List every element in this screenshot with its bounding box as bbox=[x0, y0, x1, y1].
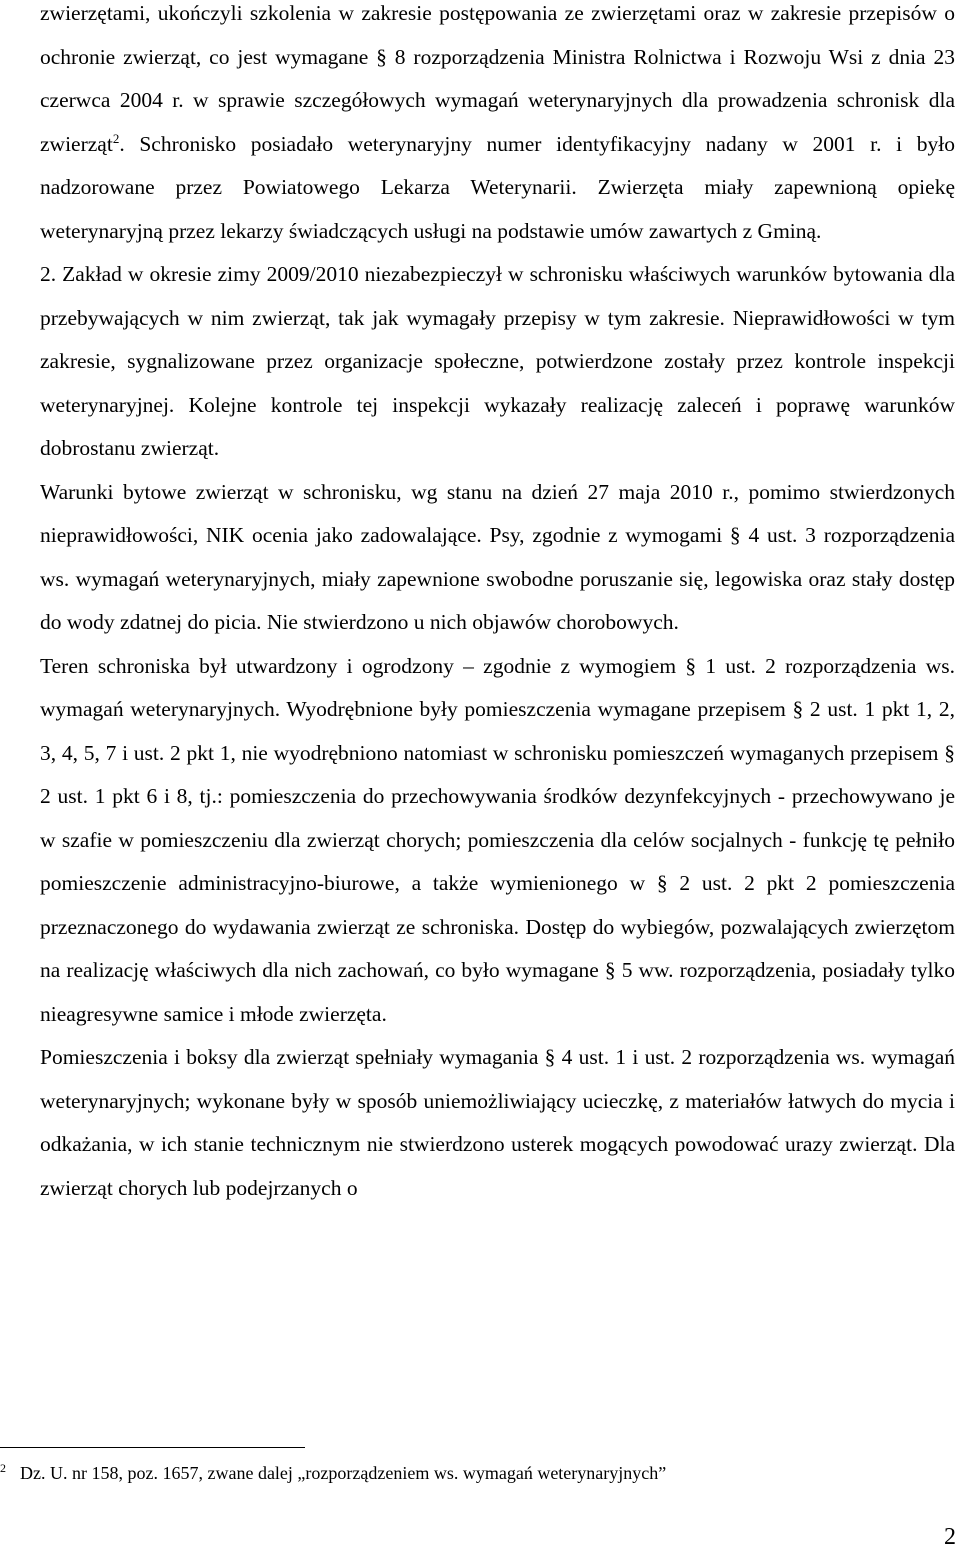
paragraph-1 bbox=[40, 0, 955, 253]
paragraph-4: Teren schroniska był utwardzony i ogrodzony – zgodnie z wymogiem § 1 ust. 2 rozporządzenia ws. wymagań weterynaryjnych. Wyodrębnione były pomieszczenia wymagane przepisem § 2 ust. 1 pkt 1, 2, 3, 4, 5, 7 i ust. 2 pkt 1, nie wyodrębniono natomiast w schronisku pomieszczeń wymaganych przepisem § 2 ust. 1 pkt 6 i 8, tj.: pomieszczenia do przechowywania środków dezynfekcyjnych - przechowywano je w szafie w pomieszczeniu dla zwierząt chorych; pomieszczenia dla celów socjalnych - funkcję tę pełniło pomieszczenie administracyjno-biurowe, a także wymienionego w § 2 ust. 2 pkt 2 pomieszczenia przeznaczonego do wydawania zwierząt ze schroniska. Dostęp do wybiegów, pozwalających zwierzętom na realizację właściwych dla nich zachowań, co było wymagane § 5 ww. rozporządzenia, posiadały tylko nieagresywne samice i młode zwierzęta. bbox=[40, 653, 955, 1026]
footnote-mark: 2 bbox=[0, 1461, 6, 1475]
footnote-reference: 2 bbox=[112, 130, 120, 146]
footnote-text: Dz. U. nr 158, poz. 1657, zwane dalej „rozporządzeniem ws. wymagań weterynaryjnych” bbox=[20, 1463, 667, 1483]
page-number: 2 bbox=[944, 1524, 956, 1550]
body-text bbox=[40, 0, 955, 1210]
paragraph-2: 2. Zakład w okresie zimy 2009/2010 niezabezpieczył w schronisku właściwych warunków bytowania dla przebywających w nim zwierząt, tak jak wymagały przepisy w tym zakresie. Nieprawidłowości w tym zakresie, sygnalizowane przez organizacje społeczne, potwierdzone zostały przez kontrole inspekcji weterynaryjnej. Kolejne kontrole tej inspekcji wykazały realizację zaleceń i poprawę warunków dobrostanu zwierząt. bbox=[40, 262, 955, 460]
paragraph-3: Warunki bytowe zwierząt w schronisku, wg stanu na dzień 27 maja 2010 r., pomimo stwierdzonych nieprawidłowości, NIK ocenia jako zadowalające. Psy, zgodnie z wymogami § 4 ust. 3 rozporządzenia ws. wymagań weterynaryjnych, miały zapewnione swobodne poruszanie się, legowiska oraz stały dostęp do wody zdatnej do picia. Nie stwierdzono u nich objawów chorobowych. bbox=[40, 479, 955, 634]
footnote-separator bbox=[0, 1447, 305, 1448]
paragraph-1-text: zwierzętami, ukończyli szkolenia w zakresie postępowania ze zwierzętami oraz w zakresie przepisów o ochronie zwierząt, co jest wymagane § 8 rozporządzenia Ministra Rolnictwa i Rozwoju Wsi z dnia 23 czerwca 2004 r. w sprawie szczegółowych wymagań weterynaryjnych dla prowadzenia schronisk dla zwierząt bbox=[40, 1, 955, 156]
paragraph-1-text-cont: . Schronisko posiadało weterynaryjny numer identyfikacyjny nadany w 2001 r. i było nadzorowane przez Powiatowego Lekarza Weterynarii. Zwierzęta miały zapewnioną opiekę weterynaryjną przez lekarzy świadczących usługi na podstawie umów zawartych z Gminą. bbox=[40, 131, 955, 243]
paragraph-5: Pomieszczenia i boksy dla zwierząt spełniały wymagania § 4 ust. 1 i ust. 2 rozporządzenia ws. wymagań weterynaryjnych; wykonane były w sposób uniemożliwiający ucieczkę, z materiałów łatwych do mycia i odkażania, w ich stanie technicznym nie stwierdzono usterek mogących powodować urazy zwierząt. Dla zwierząt chorych lub podejrzanych o bbox=[40, 1045, 955, 1200]
footnote bbox=[0, 1461, 950, 1485]
